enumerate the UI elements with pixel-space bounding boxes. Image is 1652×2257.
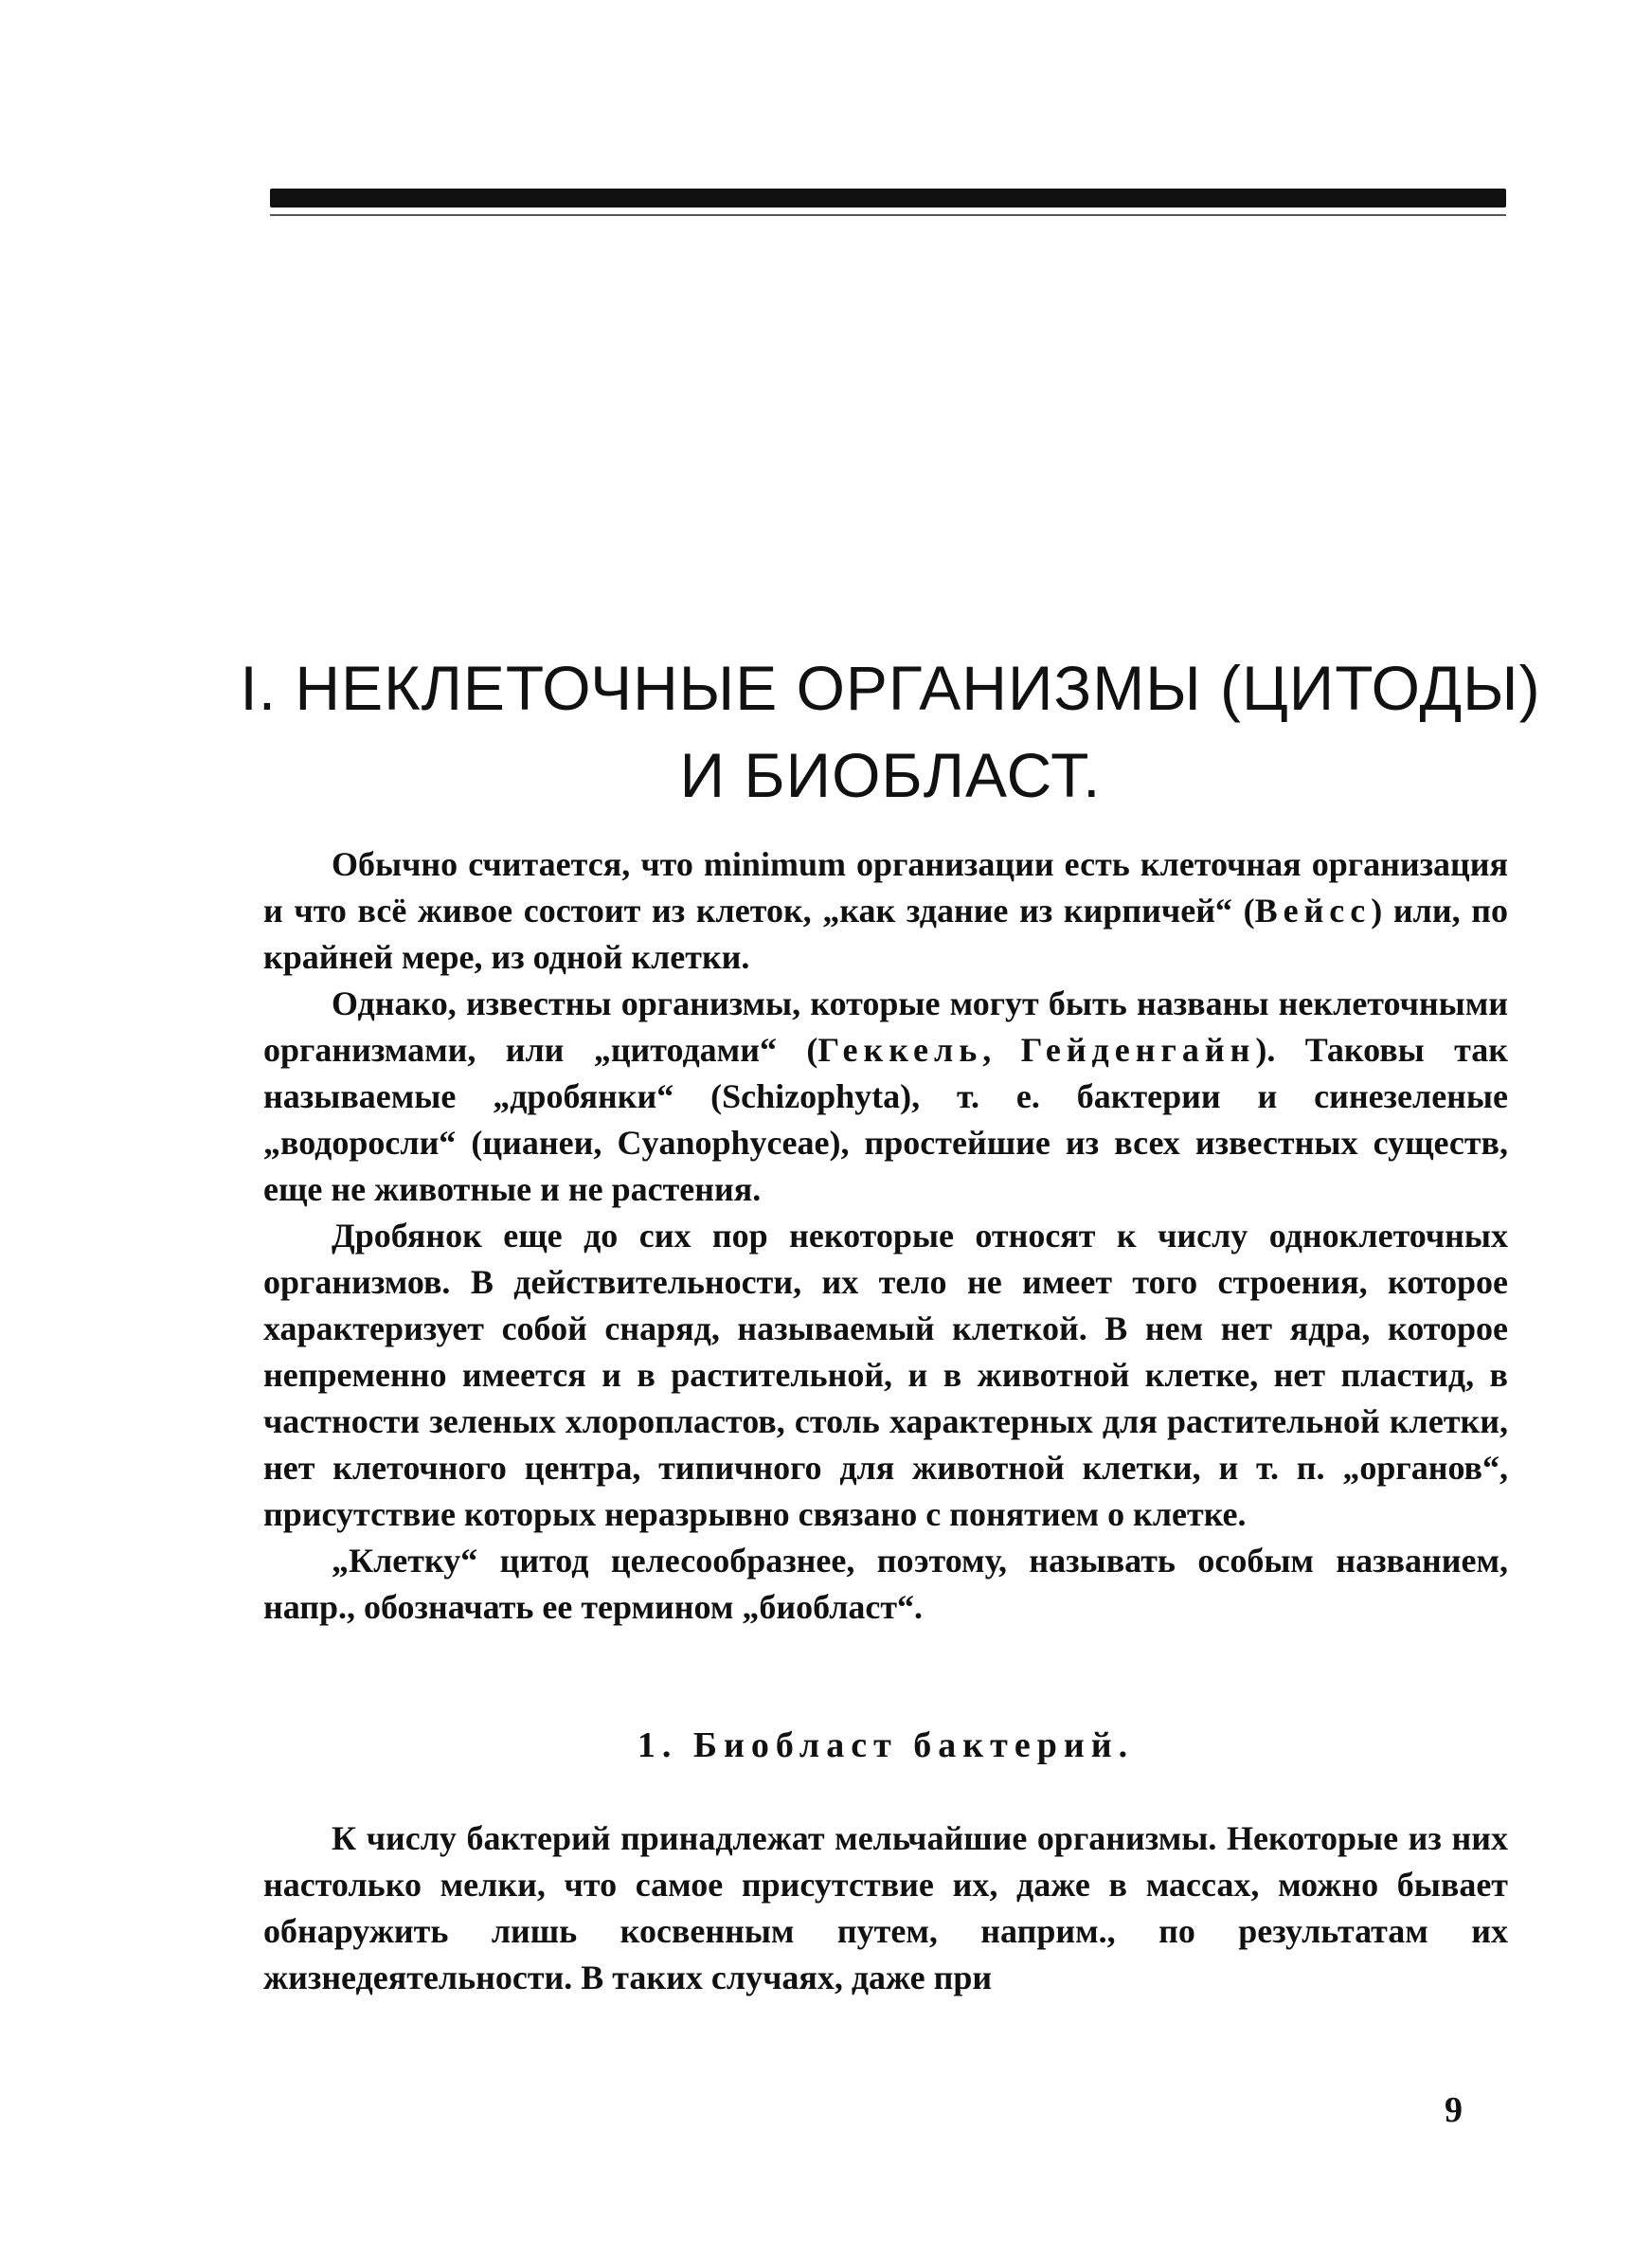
- intro-text: [263, 841, 1508, 1631]
- intro-paragraph-2: [263, 981, 1508, 1213]
- intro-p1-end: ) или, по крайней мере, из одной клетки.: [263, 892, 1508, 976]
- page-number: 9: [1445, 2090, 1463, 2130]
- chapter-title: [208, 644, 1572, 819]
- intro-p2-sep: ,: [982, 1031, 1021, 1069]
- chapter-title-line2: И БИОБЛАСТ.: [679, 740, 1102, 810]
- header-rule: [270, 189, 1506, 208]
- intro-paragraph-3: Дробянок еще до сих пор некоторые относят к числу одноклеточных организмов. В действительности, их тело не имеет того строения, которое характеризует собой снаряд, называемый клеткой. В нем нет ядра, которое непременно имеется и в растительной, и в животной клетке, нет пластид, в частности зеленых хлоропластов, столь характерных для растительной клетки, нет клеточного центра, типичного для животной клетки, и т. п. „органов“, присутствие которых неразрывно связано с понятием о клетке.: [263, 1217, 1508, 1533]
- intro-p1-text: Обычно считается, что minimum организации есть клеточная организация и что всё живое состоит из клеток, „как здание из кирпичей“ (: [263, 845, 1508, 930]
- intro-p2-end: ). Таковы так называемые „дробянки“ (Schizophyta), т. е. бактерии и синезеленые „водоросли“ (цианеи, Cyanophyceae), простейшие из всех известных существ, еще не животные и не растения.: [263, 1031, 1508, 1208]
- section-title: 1. Биобласт бактерий.: [637, 1725, 1135, 1765]
- author-name-haeckel: Геккель: [817, 1031, 983, 1069]
- section-paragraph-1: К числу бактерий принадлежат мельчайшие организмы. Некоторые из них настолько мелки, что самое присутствие их, даже в массах, можно бывает обнаружить лишь косвенным путем, наприм., по результатам их жизнедеятельности. В таких случаях, даже при: [263, 1819, 1508, 1996]
- intro-paragraph-4: „Клетку“ цитод целесообразнее, поэтому, называть особым названием, напр., обозначать ее термином „биобласт“.: [263, 1542, 1508, 1626]
- section-text: [263, 1815, 1508, 2001]
- intro-paragraph-1: [263, 841, 1508, 981]
- intro-p2-text: Однако, известны организмы, которые могут быть названы неклеточными организмами, или „цитодами“ (: [263, 984, 1508, 1069]
- author-name-heidenhain: Гейденгайн: [1020, 1031, 1256, 1069]
- author-name-weiss: Вейсс: [1254, 892, 1372, 930]
- chapter-title-line1: I. НЕКЛЕТОЧНЫЕ ОРГАНИЗМЫ (ЦИТОДЫ): [240, 653, 1541, 723]
- header-rule-thin: [270, 214, 1506, 216]
